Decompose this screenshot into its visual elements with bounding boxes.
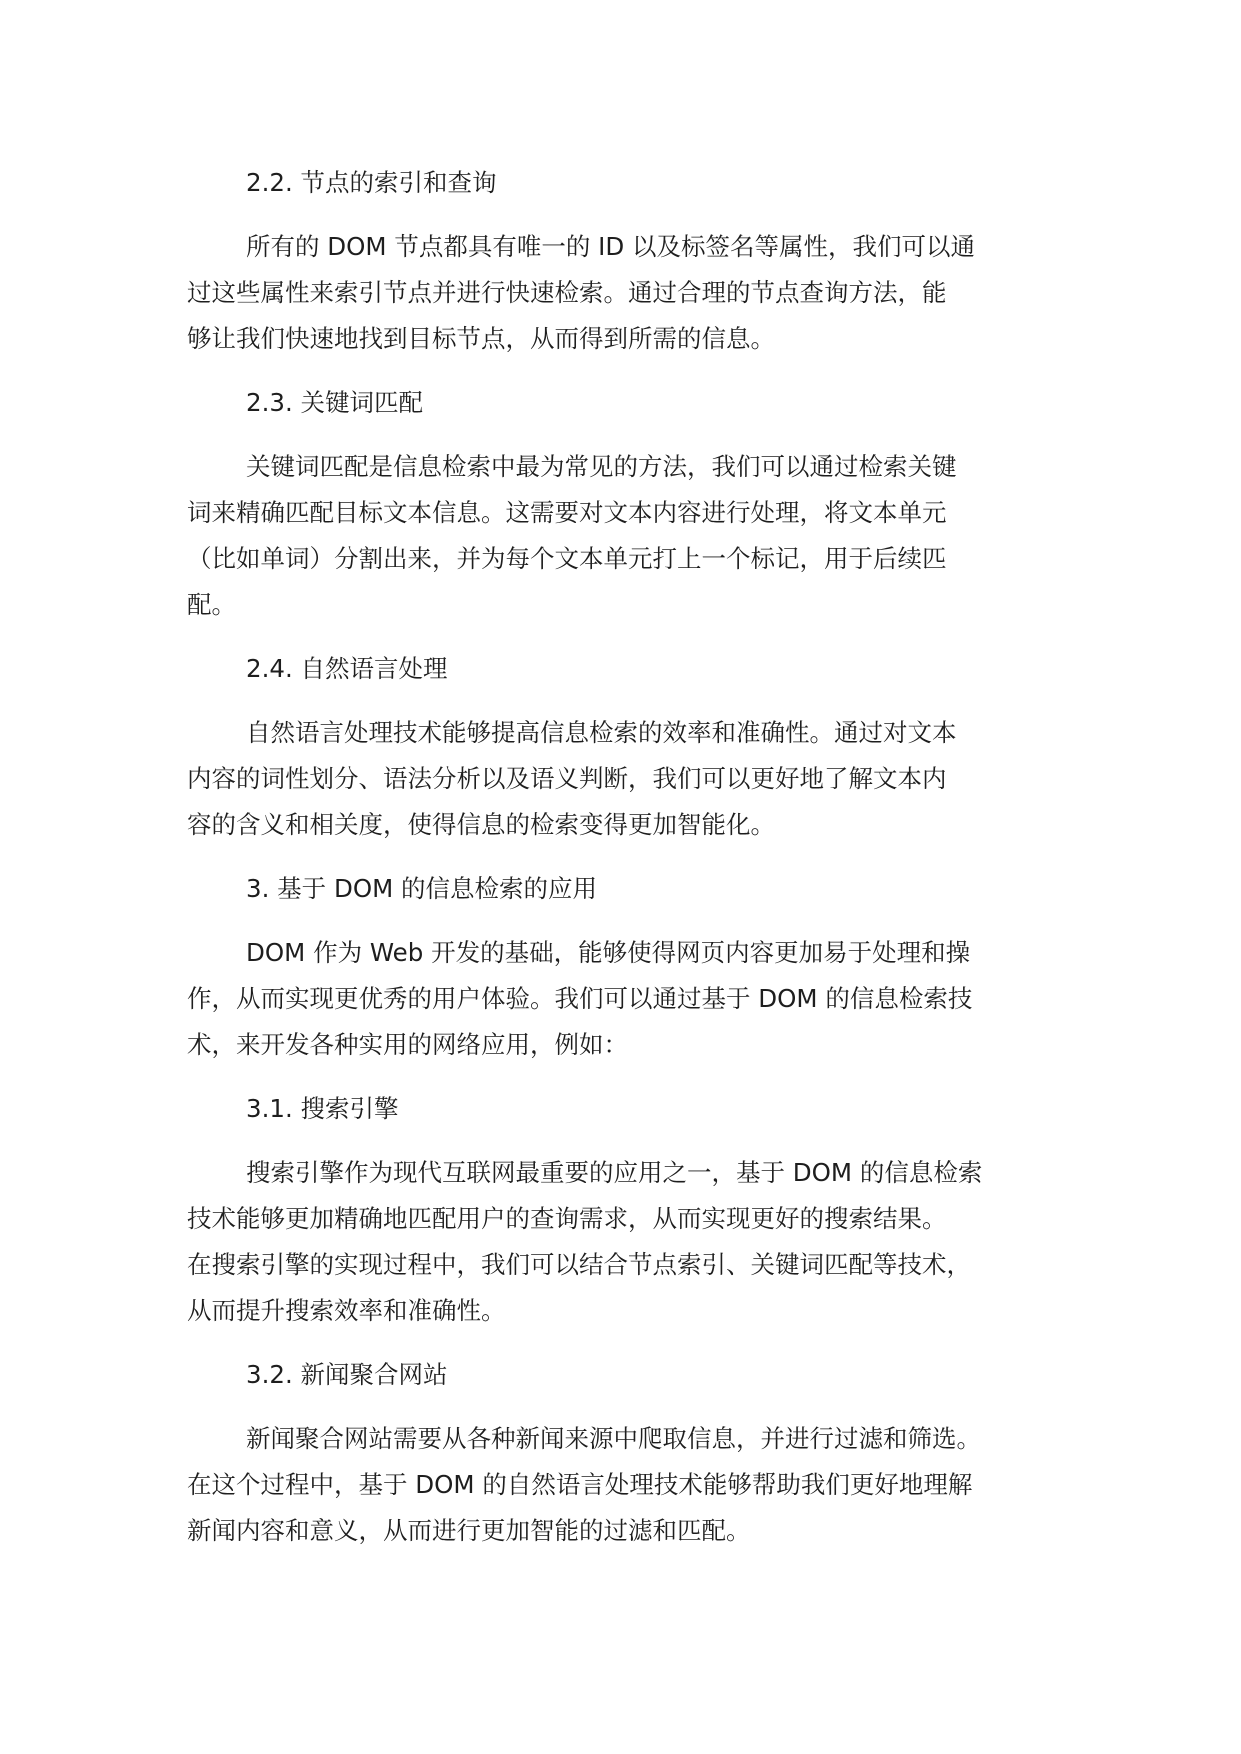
paragraph-line: 在这个过程中，基于 DOM 的自然语言处理技术能够帮助我们更好地理解 <box>187 1470 973 1499</box>
paragraph-line: 从而提升搜索效率和准确性。 <box>187 1296 506 1325</box>
paragraph-node-index-query <box>187 224 1087 362</box>
section-heading-3-1: 3.1. 搜索引擎 <box>246 1094 399 1123</box>
paragraph-line: 新闻内容和意义，从而进行更加智能的过滤和匹配。 <box>187 1516 751 1545</box>
paragraph-line: 内容的词性划分、语法分析以及语义判断，我们可以更好地了解文本内 <box>187 764 947 793</box>
paragraph-line: DOM 作为 Web 开发的基础，能够使得网页内容更加易于处理和操 <box>246 938 971 967</box>
paragraph-keyword-match <box>187 444 1087 628</box>
paragraph-line: 关键词匹配是信息检索中最为常见的方法，我们可以通过检索关键 <box>246 452 957 481</box>
paragraph-line: 够让我们快速地找到目标节点，从而得到所需的信息。 <box>187 324 775 353</box>
paragraph-line: 在搜索引擎的实现过程中，我们可以结合节点索引、关键词匹配等技术， <box>187 1250 971 1279</box>
paragraph-line: 配。 <box>187 590 236 619</box>
section-heading-2-4: 2.4. 自然语言处理 <box>246 654 448 683</box>
paragraph-nlp <box>187 710 1087 848</box>
section-heading-2-2: 2.2. 节点的索引和查询 <box>246 168 497 197</box>
paragraph-line: 搜索引擎作为现代互联网最重要的应用之一，基于 DOM 的信息检索 <box>246 1158 983 1187</box>
paragraph-line: 过这些属性来索引节点并进行快速检索。通过合理的节点查询方法，能 <box>187 278 947 307</box>
paragraph-line: 新闻聚合网站需要从各种新闻来源中爬取信息，并进行过滤和筛选。 <box>246 1424 981 1453</box>
section-heading-3: 3. 基于 DOM 的信息检索的应用 <box>246 874 598 903</box>
paragraph-dom-applications <box>187 930 1087 1068</box>
paragraph-line: 作，从而实现更优秀的用户体验。我们可以通过基于 DOM 的信息检索技 <box>187 984 973 1013</box>
paragraph-line: 自然语言处理技术能够提高信息检索的效率和准确性。通过对文本 <box>246 718 957 747</box>
document-body <box>187 160 1087 1554</box>
section-heading-2-3: 2.3. 关键词匹配 <box>246 388 424 417</box>
paragraph-line: 容的含义和相关度，使得信息的检索变得更加智能化。 <box>187 810 775 839</box>
paragraph-line: （比如单词）分割出来，并为每个文本单元打上一个标记，用于后续匹 <box>187 544 947 573</box>
paragraph-search-engine <box>187 1150 1087 1334</box>
paragraph-line: 技术能够更加精确地匹配用户的查询需求，从而实现更好的搜索结果。 <box>187 1204 947 1233</box>
paragraph-line: 词来精确匹配目标文本信息。这需要对文本内容进行处理，将文本单元 <box>187 498 947 527</box>
paragraph-line: 术，来开发各种实用的网络应用，例如： <box>187 1030 628 1059</box>
paragraph-news-aggregation <box>187 1416 1087 1554</box>
section-heading-3-2: 3.2. 新闻聚合网站 <box>246 1360 448 1389</box>
paragraph-line: 所有的 DOM 节点都具有唯一的 ID 以及标签名等属性，我们可以通 <box>246 232 976 261</box>
